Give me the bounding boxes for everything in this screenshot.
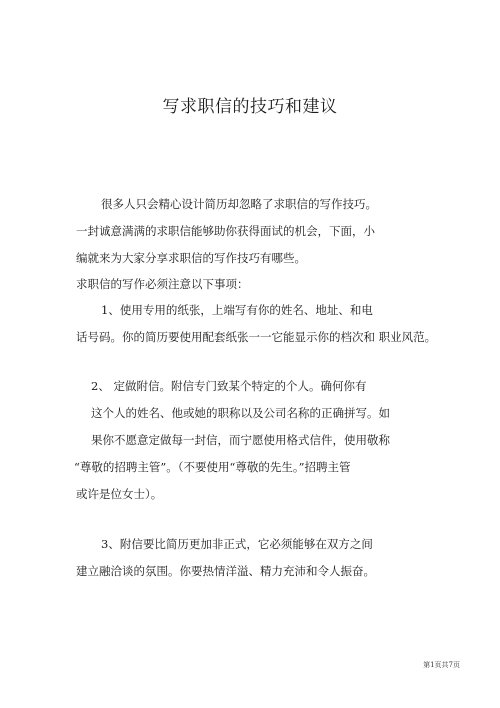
list-item-2-line: 或许是位女士）。 [76, 487, 163, 501]
page-title: 写求职信的技巧和建议 [162, 97, 338, 117]
paragraph-line: 很多人只会精心设计简历却忽略了求职信的写作技巧。 [101, 197, 377, 211]
list-item-2-line: 这个人的姓名、他或她的职称以及公司名称的正确拼写。如 [91, 406, 390, 420]
list-item-3-line: 3、附信要比简历更加非正式，它必须能够在双方之间 [101, 537, 373, 551]
page-number: 第1页共7页 [423, 661, 460, 669]
paragraph-line: 编就来为大家分享求职信的写作技巧有哪些。 [76, 251, 306, 265]
list-item-2-line: 果你不愿意定做每一封信，而宁愿使用格式信件，使用敬称 [91, 433, 390, 447]
paragraph-line: 求职信的写作必须注意以下事项： [76, 277, 249, 291]
list-item-1-line: 话号码。你的简历要使用配套纸张一一它能显示你的档次和 职业风范。 [76, 330, 437, 344]
list-item-2-line: 2、 定做附信。附信专门致某个特定的个人。确何你有 [91, 379, 367, 393]
paragraph-line: 一封诚意满满的求职信能够助你获得面试的机会，下面，小 [76, 224, 375, 238]
list-item-3-line: 建立融洽谈的氛围。你要热情洋溢、精力充沛和令人振奋。 [76, 564, 375, 578]
list-item-1-line: 1、使用专用的纸张，上端写有你的姓名、地址、和电 [101, 303, 373, 317]
list-item-2-line: “尊敬的招聘主管”。（不要使用“尊敬的先生。”招聘主管 [74, 460, 351, 474]
